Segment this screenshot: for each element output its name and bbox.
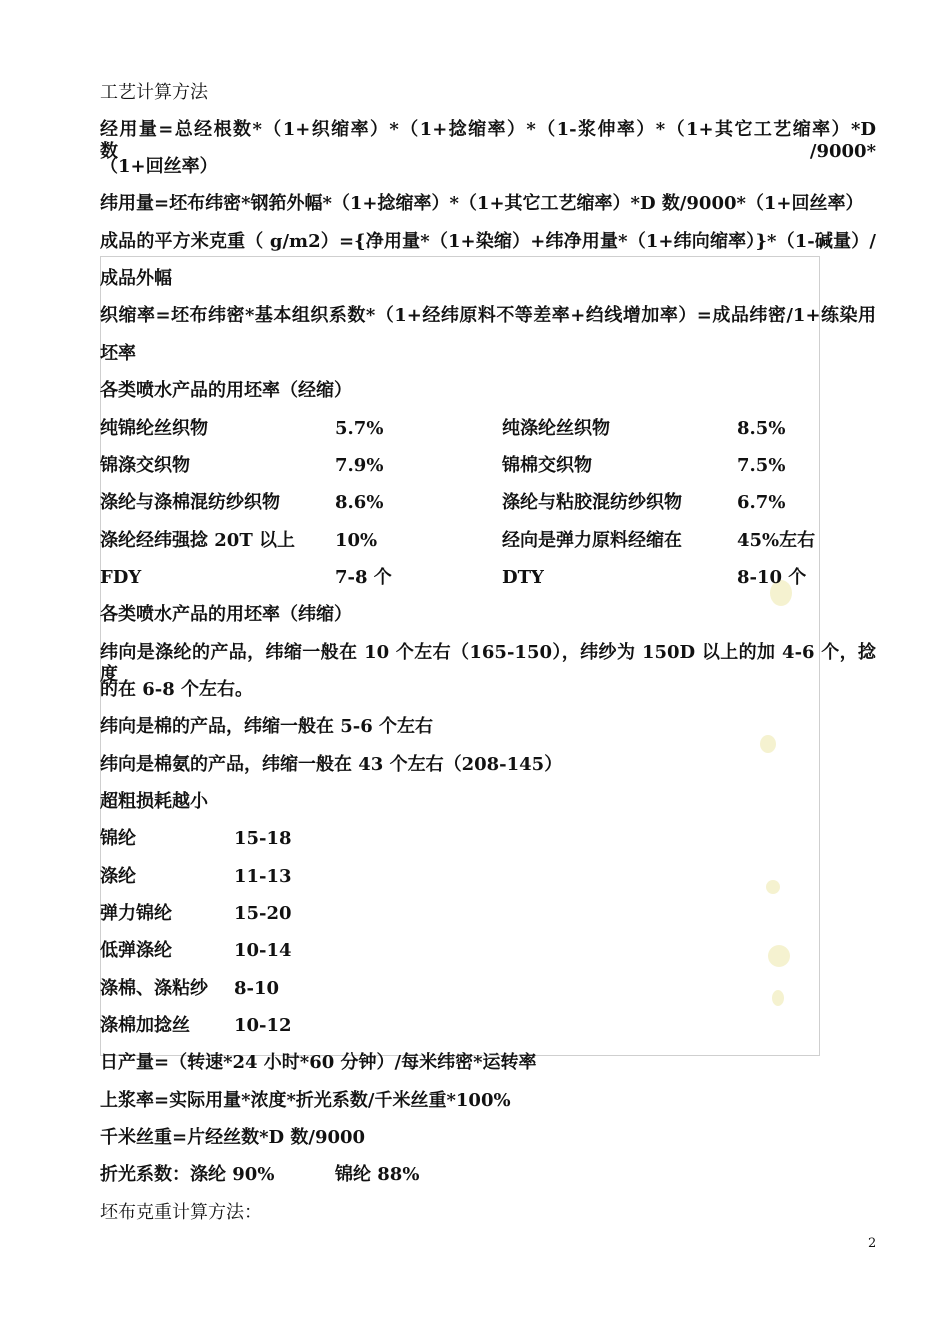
refraction-nylon: 锦纶 88%	[335, 1164, 420, 1185]
loss-value: 15-20	[234, 903, 292, 924]
fabric-name: 经向是弹力原料经缩在	[502, 530, 682, 551]
fiber-name: 涤纶	[100, 866, 136, 887]
rate-value: 10%	[335, 530, 378, 551]
weft-polyester-note: 纬向是涤纶的产品，纬缩一般在 10 个左右（165-150），纬纱为 150D 以上的加 4-6 个，捻度	[100, 642, 876, 685]
loss-value: 10-12	[234, 1015, 292, 1036]
fiber-name: 弹力锦纶	[100, 903, 172, 924]
warp-usage-formula-cont: （1+回丝率）	[100, 156, 218, 177]
paper-stain	[772, 990, 784, 1006]
rate-value: 6.7%	[737, 492, 786, 513]
loss-value: 8-10	[234, 978, 280, 999]
weft-usage-formula: 纬用量=坯布纬密*钢筘外幅*（1+捻缩率）*（1+其它工艺缩率）*D 数/9000*（1+回丝率）	[100, 193, 864, 214]
fabric-name: 锦涤交织物	[100, 455, 190, 476]
fabric-name: FDY	[100, 567, 142, 588]
fabric-name: DTY	[502, 567, 544, 588]
page-number: 2	[868, 1236, 877, 1251]
daily-output-formula: 日产量=（转速*24 小时*60 分钟）/每米纬密*运转率	[100, 1052, 537, 1073]
loss-value: 11-13	[234, 866, 292, 887]
rate-value: 8.6%	[335, 492, 384, 513]
refraction-polyester: 折光系数：涤纶 90%	[100, 1164, 275, 1185]
fiber-name: 低弹涤纶	[100, 940, 172, 961]
paper-stain	[760, 735, 776, 753]
fabric-name: 纯涤纶丝织物	[502, 418, 610, 439]
rate-value: 7-8 个	[335, 567, 392, 588]
paper-stain	[768, 945, 790, 967]
grey-fabric-weight-heading: 坯布克重计算方法：	[100, 1202, 262, 1223]
fabric-name: 涤纶与粘胶混纺纱织物	[502, 492, 682, 513]
fabric-name: 锦棉交织物	[502, 455, 592, 476]
rate-value: 45%左右	[737, 530, 816, 551]
loss-section-heading: 超粗损耗越小	[100, 791, 208, 812]
rate-value: 8-10 个	[737, 567, 807, 588]
weave-shrinkage-formula: 织缩率=坯布纬密*基本组织系数*（1+经纬原料不等差率+绉线增加率）=成品纬密/1+练染用	[100, 305, 876, 326]
rate-value: 8.5%	[737, 418, 786, 439]
weft-section-heading: 各类喷水产品的用坯率（纬缩）	[100, 604, 352, 625]
paper-stain	[766, 880, 780, 894]
warp-usage-formula: 经用量=总经根数*（1+织缩率）*（1+捻缩率）*（1-浆伸率）*（1+其它工艺缩率）*D 数/9000*	[100, 119, 876, 162]
fiber-name: 锦纶	[100, 828, 136, 849]
sizing-rate-formula: 上浆率=实际用量*浓度*折光系数/千米丝重*100%	[100, 1090, 511, 1111]
doc-title: 工艺计算方法	[100, 82, 208, 103]
warp-section-heading: 各类喷水产品的用坯率（经缩）	[100, 380, 352, 401]
gsm-formula: 成品的平方米克重（ g/m2）={净用量*（1+染缩）+纬净用量*（1+纬向缩率）}*（1-碱量）/	[100, 231, 876, 252]
rate-value: 7.5%	[737, 455, 786, 476]
weft-cotton-note: 纬向是棉的产品，纬缩一般在 5-6 个左右	[100, 716, 434, 737]
loss-value: 10-14	[234, 940, 292, 961]
weft-spandex-note: 纬向是棉氨的产品，纬缩一般在 43 个左右（208-145）	[100, 754, 563, 775]
km-yarn-weight-formula: 千米丝重=片经丝数*D 数/9000	[100, 1127, 366, 1148]
weft-polyester-note-cont: 的在 6-8 个左右。	[100, 679, 254, 700]
fabric-name: 纯锦纶丝织物	[100, 418, 208, 439]
fiber-name: 涤棉、涤粘纱	[100, 978, 208, 999]
weave-shrinkage-formula-cont: 坯率	[100, 343, 136, 364]
fiber-name: 涤棉加捻丝	[100, 1015, 190, 1036]
fabric-name: 涤纶经纬强捻 20T 以上	[100, 530, 295, 551]
rate-value: 5.7%	[335, 418, 384, 439]
gsm-formula-cont: 成品外幅	[100, 268, 172, 289]
fabric-name: 涤纶与涤棉混纺纱织物	[100, 492, 280, 513]
loss-value: 15-18	[234, 828, 292, 849]
rate-value: 7.9%	[335, 455, 384, 476]
